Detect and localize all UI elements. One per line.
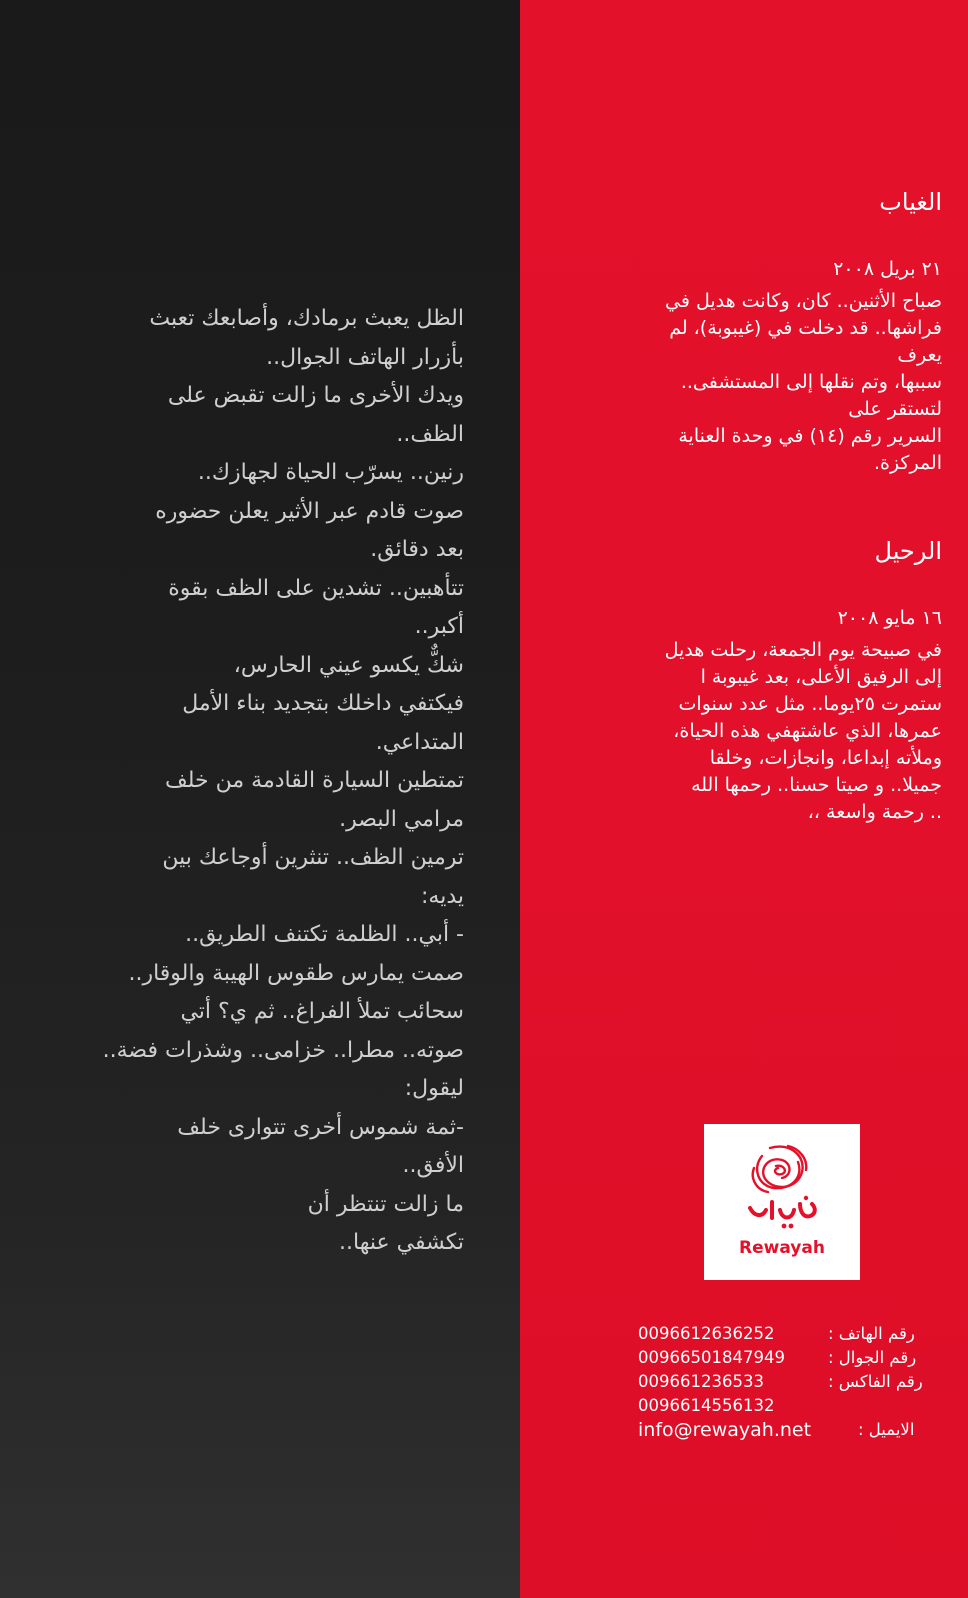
poem-line: فيكتفي داخلك بتجديد بناء الأمل (182, 691, 464, 716)
departure-line: إلى الرفيق الأعلى، بعد غيبوبة ا (700, 666, 942, 688)
departure-line: عمرها، الذي عاشتهفي هذه الحياة، (673, 720, 942, 742)
contact-value: 00966501847949 (638, 1348, 785, 1367)
absence-line: سببها، وتم نقلها إلى المستشفى.. (680, 371, 942, 393)
contact-label: رقم الجوال : (828, 1348, 917, 1367)
contact-row (638, 1322, 948, 1346)
poem-line: ويدك الأخرى ما زالت تقبض على (167, 383, 464, 408)
contact-value: info@rewayah.net (638, 1419, 812, 1441)
absence-line: السرير رقم (١٤) في وحدة العناية (678, 425, 942, 447)
poem-line: صوت قادم عبر الأثير يعلن حضوره (155, 498, 464, 524)
red-panel (520, 0, 968, 1598)
poem-line: شكٌّ يكسو عيني الحارس، (233, 652, 464, 678)
departure-line: جميلا.. و صيتا حسنا.. رحمها الله (691, 774, 942, 796)
contact-label: رقم الفاكس : (828, 1372, 923, 1391)
poem-line: رنين.. يسرّب الحياة لجهازك.. (197, 460, 464, 485)
poem-line: الظف.. (396, 421, 464, 447)
poem-line: صوته.. مطرا.. خزامى.. وشذرات فضة.. (102, 1037, 464, 1063)
poem-line: الظل يعبث برمادك، وأصابعك تعبث (149, 306, 464, 331)
departure-line: في صبيحة يوم الجمعة، رحلت هديل (664, 639, 942, 661)
departure-line: ستمرت ٢٥يوما.. مثل عدد سنوات (678, 693, 942, 715)
absence-date: ٢١ بريل ٢٠٠٨ (833, 258, 942, 280)
contact-row (638, 1370, 948, 1394)
departure-line: وملأته إبداعا، وانجازات، وخلقا (709, 747, 942, 769)
departure-line: .. رحمة واسعة ،، (807, 801, 942, 823)
contact-row (638, 1346, 948, 1370)
logo-latin-text: Rewayah (739, 1238, 825, 1258)
poem-line: المتداعي. (375, 729, 464, 755)
poem-line: مرامي البصر. (339, 806, 464, 832)
absence-text (572, 288, 942, 477)
departure-title: الرحيل (874, 537, 942, 565)
rewayah-logo-icon (732, 1138, 832, 1236)
poem-line: ليقول: (404, 1076, 464, 1101)
contact-row (638, 1418, 948, 1442)
biography-section (572, 188, 942, 826)
contact-row (638, 1394, 948, 1418)
poem-line: الأفق.. (402, 1153, 464, 1178)
contact-value: 0096612636252 (638, 1324, 775, 1343)
absence-title: الغياب (879, 188, 942, 216)
poem-line: تمتطين السيارة القادمة من خلف (164, 768, 464, 793)
poem-line: تكشفي عنها.. (339, 1230, 464, 1255)
absence-line: فراشها.. قد دخلت في (غيبوبة)، لم (669, 317, 942, 339)
poem-line: يديه: (420, 883, 464, 909)
contact-label: رقم الهاتف : (828, 1324, 915, 1343)
contact-value: 009661236533 (638, 1372, 764, 1391)
publisher-logo (704, 1124, 860, 1280)
absence-line: لتستقر على (848, 398, 942, 420)
contact-label: الايميل : (858, 1420, 915, 1439)
poem-line: -ثمة شموس أخرى تتوارى خلف (177, 1114, 464, 1140)
poem-line: بعد دقائق. (370, 537, 464, 562)
absence-line: صباح الأثنين.. كان، وكانت هديل في (665, 290, 942, 312)
contact-value: 0096614556132 (638, 1396, 775, 1415)
absence-line: يعرف (897, 344, 942, 366)
poem-line: - أبي.. الظلمة تكتنف الطريق.. (185, 922, 464, 947)
contact-info (638, 1322, 948, 1442)
poem-text (44, 300, 464, 1263)
departure-date: ١٦ مايو ٢٠٠٨ (837, 607, 942, 629)
departure-text (572, 637, 942, 826)
poem-line: بأزرار الهاتف الجوال.. (266, 344, 464, 370)
poem-line: ترمين الظف.. تنثرين أوجاعك بين (162, 845, 464, 870)
poem-line: تتأهبين.. تشدين على الظف بقوة (168, 575, 464, 601)
poem-line: سحائب تملأ الفراغ.. ثم ي؟ أتي (180, 999, 464, 1024)
absence-line: المركزة. (873, 452, 942, 474)
poem-line: أكبر.. (414, 614, 464, 639)
poem-line: صمت يمارس طقوس الهيبة والوقار.. (128, 960, 464, 986)
poem-line: ما زالت تنتظر أن (307, 1191, 464, 1217)
